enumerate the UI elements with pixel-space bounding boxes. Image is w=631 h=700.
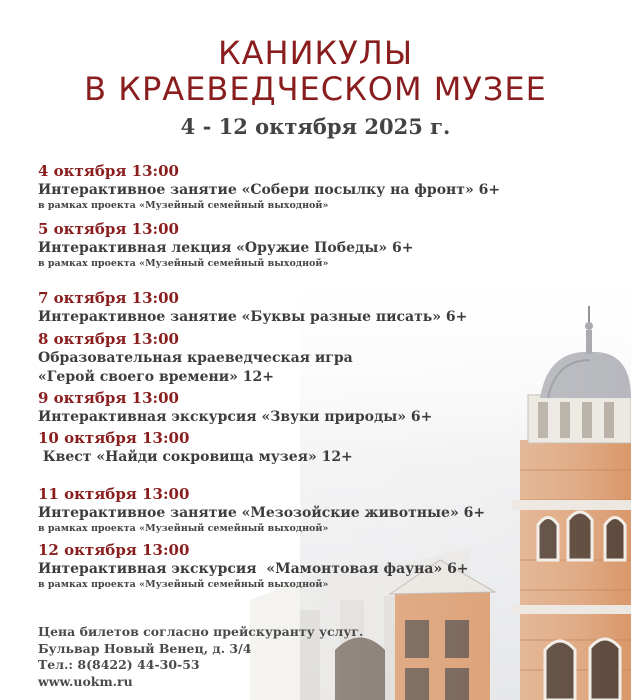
address: Бульвар Новый Венец, д. 3/4 <box>38 640 252 656</box>
event-date: 11 октября 13:00 <box>38 485 190 503</box>
event-title: Квест «Найди сокровища музея» 12+ <box>38 449 353 465</box>
event-date: 12 октября 13:00 <box>38 541 190 559</box>
event-project-note: в рамках проекта «Музейный семейный выходной» <box>38 523 329 534</box>
event-project-note: в рамках проекта «Музейный семейный выходной» <box>38 258 329 269</box>
event-dates: 4 - 12 октября 2025 г. <box>180 114 451 139</box>
event-title: Образовательная краеведческая игра <box>38 350 353 366</box>
event-item <box>38 389 598 427</box>
contact-info <box>38 624 398 690</box>
event-title: Интерактивное занятие «Мезозойские животные» 6+ <box>38 505 486 521</box>
phone: Тел.: 8(8422) 44-30-53 <box>38 657 200 672</box>
event-date: 8 октября 13:00 <box>38 330 179 348</box>
event-date: 5 октября 13:00 <box>38 220 179 238</box>
event-item <box>38 485 598 535</box>
event-schedule <box>38 160 598 591</box>
poster-title-line2: В КРАЕВЕДЧЕСКОМ МУЗЕЕ <box>84 70 547 108</box>
event-item <box>38 541 598 591</box>
event-title: Интерактивная экскурсия «Мамонтовая фауна» 6+ <box>38 561 469 577</box>
event-title: Интерактивное занятие «Собери посылку на фронт» 6+ <box>38 182 501 198</box>
event-title-line2: «Герой своего времени» 12+ <box>38 369 274 385</box>
event-date: 9 октября 13:00 <box>38 389 179 407</box>
event-title: Интерактивное занятие «Буквы разные писать» 6+ <box>38 309 468 325</box>
event-item <box>38 429 598 467</box>
website-link[interactable]: www.uokm.ru <box>38 673 133 689</box>
event-date: 10 октября 13:00 <box>38 429 190 447</box>
event-project-note: в рамках проекта «Музейный семейный выходной» <box>38 579 329 590</box>
ticket-price-note: Цена билетов согласно прейскуранту услуг. <box>38 624 364 639</box>
event-date: 4 октября 13:00 <box>38 162 179 180</box>
event-title: Интерактивная лекция «Оружие Победы» 6+ <box>38 240 414 256</box>
event-item <box>38 220 598 270</box>
event-title: Интерактивная экскурсия «Звуки природы» 6+ <box>38 409 433 425</box>
event-date: 7 октября 13:00 <box>38 289 179 307</box>
event-item <box>38 330 598 387</box>
event-item <box>38 162 598 212</box>
event-item <box>38 289 598 327</box>
poster-title-line1: КАНИКУЛЫ <box>217 34 414 72</box>
event-project-note: в рамках проекта «Музейный семейный выходной» <box>38 200 329 211</box>
